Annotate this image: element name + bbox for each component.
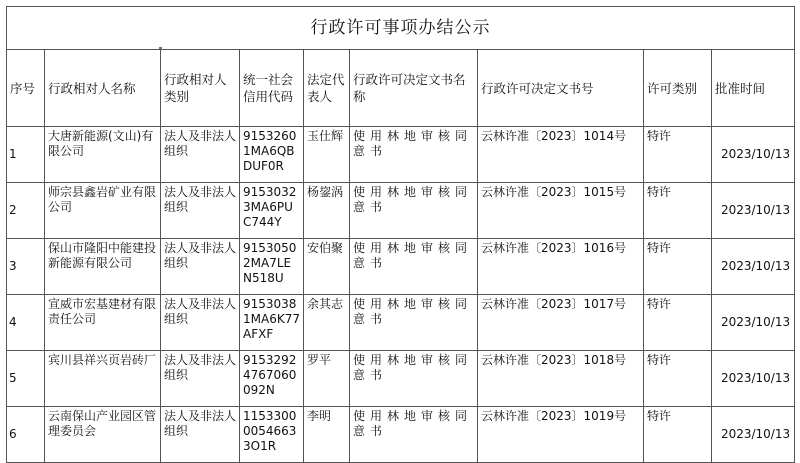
cell-party-category: 法人及非法人组织 [161,295,240,351]
cell-approval-date: 2023/10/13 [712,295,795,351]
cell-legal-rep: 安伯聚 [304,239,350,295]
cell-doc-name: 使用林地审核同意书 [350,351,478,407]
header-credit-code: 统一社会信用代码 [240,50,304,127]
cell-license-type: 特许 [644,127,712,183]
table-row [7,183,795,239]
cell-seq: 4 [7,295,45,351]
cell-party-name: 云南保山产业园区管理委员会 [45,407,161,463]
cell-license-type: 特许 [644,183,712,239]
cell-doc-name: 使用林地审核同意书 [350,295,478,351]
cell-party-name: 宾川县祥兴页岩砖厂 [45,351,161,407]
cell-party-name: 师宗县鑫岩矿业有限公司 [45,183,161,239]
header-seq: 序号 [7,50,45,127]
cell-doc-name: 使用林地审核同意书 [350,239,478,295]
cell-doc-name: 使用林地审核同意书 [350,407,478,463]
title-row [7,7,795,50]
cell-approval-date: 2023/10/13 [712,127,795,183]
cell-doc-number: 云林许准〔2023〕1014号 [478,127,644,183]
cell-doc-number: 云林许准〔2023〕1018号 [478,351,644,407]
cell-doc-name: 使用林地审核同意书 [350,183,478,239]
header-party-category: 行政相对人类别 [161,50,240,127]
table-row [7,295,795,351]
header-legal-rep: 法定代表人 [304,50,350,127]
table-row [7,239,795,295]
cell-party-category: 法人及非法人组织 [161,127,240,183]
cell-legal-rep: 玉仕辉 [304,127,350,183]
table-row [7,407,795,463]
cell-legal-rep: 余其志 [304,295,350,351]
cell-credit-code: 91530502MA7LEN518U [240,239,304,295]
cell-approval-date: 2023/10/13 [712,351,795,407]
cell-approval-date: 2023/10/13 [712,407,795,463]
header-license-type: 许可类别 [644,50,712,127]
header-approval-date: 批准时间 [712,50,795,127]
cell-approval-date: 2023/10/13 [712,183,795,239]
cell-legal-rep: 罗平 [304,351,350,407]
cell-credit-code: 115330000546633O1R [240,407,304,463]
header-doc-name: 行政许可决定文书名称 [350,50,478,127]
cell-seq: 2 [7,183,45,239]
cell-seq: 1 [7,127,45,183]
cell-license-type: 特许 [644,239,712,295]
cell-doc-number: 云林许准〔2023〕1015号 [478,183,644,239]
cell-party-name: 大唐新能源(文山)有限公司 [45,127,161,183]
header-row [7,50,795,127]
table-row [7,351,795,407]
cell-legal-rep: 杨鋆涡 [304,183,350,239]
table-row [7,127,795,183]
license-table [6,6,795,463]
cell-seq: 5 [7,351,45,407]
cell-party-category: 法人及非法人组织 [161,183,240,239]
cell-party-category: 法人及非法人组织 [161,239,240,295]
cell-seq: 3 [7,239,45,295]
cell-seq: 6 [7,407,45,463]
header-party-name: 行政相对人名称 [45,50,161,127]
cell-party-name: 宣威市宏基建材有限责任公司 [45,295,161,351]
cell-doc-number: 云林许准〔2023〕1016号 [478,239,644,295]
cell-party-category: 法人及非法人组织 [161,407,240,463]
cell-credit-code: 91530323MA6PUC744Y [240,183,304,239]
cell-license-type: 特许 [644,295,712,351]
cell-credit-code: 91532601MA6QBDUF0R [240,127,304,183]
cell-doc-number: 云林许准〔2023〕1019号 [478,407,644,463]
cell-credit-code: 91532924767060092N [240,351,304,407]
cell-legal-rep: 李明 [304,407,350,463]
cell-license-type: 特许 [644,351,712,407]
cell-party-name: 保山市隆阳中能建投新能源有限公司 [45,239,161,295]
cell-party-category: 法人及非法人组织 [161,351,240,407]
cell-doc-number: 云林许准〔2023〕1017号 [478,295,644,351]
header-doc-number: 行政许可决定文书号 [478,50,644,127]
table-title: 行政许可事项办结公示 [7,7,795,50]
cell-doc-name: 使用林地审核同意书 [350,127,478,183]
cell-credit-code: 91530381MA6K77AFXF [240,295,304,351]
cell-approval-date: 2023/10/13 [712,239,795,295]
cell-license-type: 特许 [644,407,712,463]
